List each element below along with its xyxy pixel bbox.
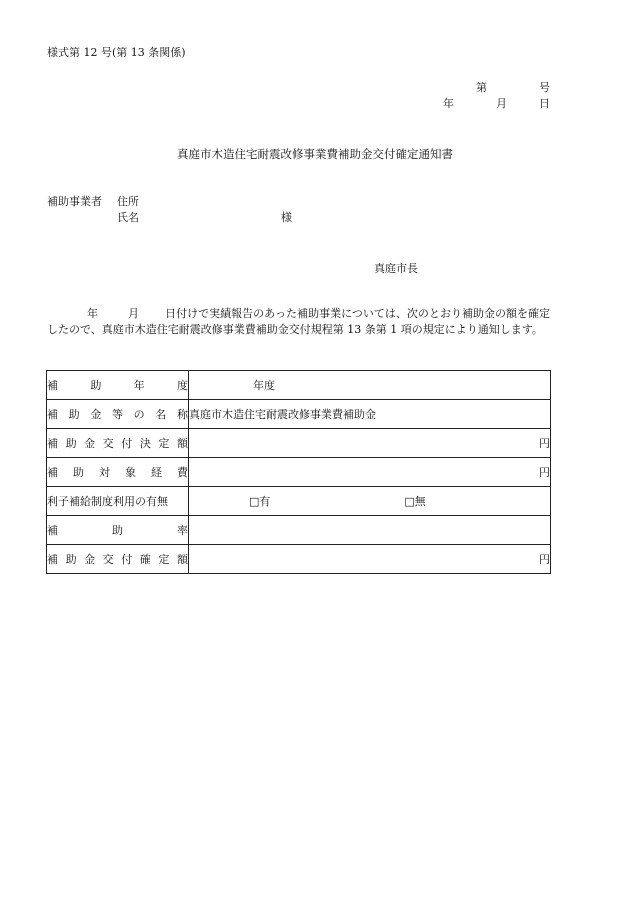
label-char: 決 <box>139 437 151 450</box>
date-year: 年 <box>443 97 454 110</box>
label-char: 付 <box>121 437 133 450</box>
option-no-checkbox[interactable]: □無 <box>404 495 426 508</box>
subsidy-name-value: 真庭市木造住宅耐震改修事業費補助金 <box>189 400 551 429</box>
interest-subsidy-options <box>189 487 551 516</box>
document-title: 真庭市木造住宅耐震改修事業費補助金交付確定通知書 <box>177 147 453 161</box>
label-char: 補 <box>47 466 58 479</box>
label-char: 定 <box>158 437 170 450</box>
row-label-interest-subsidy: 利子補給制度利用の有無 <box>47 487 189 516</box>
body-year: 年 <box>87 307 99 320</box>
table-row <box>47 429 551 458</box>
row-label-fiscal-year <box>47 371 189 400</box>
label-char: 名 <box>155 408 167 421</box>
label-char: 金 <box>84 437 96 450</box>
table-row <box>47 516 551 545</box>
table-row <box>47 371 551 400</box>
label-char: 交 <box>102 437 114 450</box>
row-label-confirmed-amount <box>47 545 189 574</box>
name-label: 氏名 <box>117 211 139 224</box>
body-month: 月 <box>128 307 140 320</box>
label-char: の <box>133 408 145 421</box>
label-char: 付 <box>121 553 133 566</box>
label-char: 度 <box>176 379 188 392</box>
label-char: 金 <box>84 553 96 566</box>
issuer-name: 真庭市長 <box>374 262 418 275</box>
date-day: 日 <box>539 97 550 110</box>
row-label-decided-amount <box>47 429 189 458</box>
label-char: 費 <box>177 466 188 479</box>
date-month: 月 <box>496 97 507 110</box>
doc-number-prefix: 第 <box>476 81 487 94</box>
document-date <box>443 97 550 111</box>
label-char: 定 <box>158 553 170 566</box>
label-char: 助 <box>65 553 77 566</box>
row-label-eligible-cost <box>47 458 189 487</box>
body-paragraph <box>47 306 550 338</box>
label-char: 補 <box>47 408 58 421</box>
label-char: 助 <box>90 379 102 392</box>
label-char: 額 <box>176 437 188 450</box>
fiscal-year-value: 年度 <box>189 371 551 400</box>
label-char: 助 <box>112 524 123 537</box>
doc-number-suffix: 号 <box>539 81 550 94</box>
confirmed-amount-unit: 円 <box>189 545 551 574</box>
table-row <box>47 458 551 487</box>
document-number <box>476 81 550 95</box>
eligible-cost-unit: 円 <box>189 458 551 487</box>
recipient-label: 補助事業者 <box>47 195 102 208</box>
label-char: 補 <box>47 437 58 450</box>
honorific: 様 <box>281 211 292 224</box>
label-char: 助 <box>68 408 80 421</box>
decided-amount-unit: 円 <box>189 429 551 458</box>
label-char: 補 <box>47 524 58 537</box>
label-char: 額 <box>176 553 188 566</box>
form-number: 様式第 12 号(第 13 条関係) <box>47 46 186 59</box>
table-row <box>47 400 551 429</box>
label-char: 金 <box>90 408 102 421</box>
label-char: 対 <box>99 466 110 479</box>
label-char: 助 <box>65 437 77 450</box>
label-char: 確 <box>139 553 151 566</box>
label-char: 年 <box>133 379 145 392</box>
label-char: 補 <box>47 553 58 566</box>
address-label: 住所 <box>117 195 139 208</box>
label-char: 称 <box>176 408 188 421</box>
label-char: 交 <box>102 553 114 566</box>
option-yes-checkbox[interactable]: □有 <box>249 495 271 508</box>
row-label-subsidy-rate <box>47 516 189 545</box>
detail-table <box>46 370 551 574</box>
label-char: 率 <box>177 524 188 537</box>
label-char: 助 <box>73 466 84 479</box>
row-label-subsidy-name <box>47 400 189 429</box>
label-char: 経 <box>151 466 162 479</box>
label-char: 象 <box>125 466 136 479</box>
table-row <box>47 487 551 516</box>
label-char: 等 <box>111 408 123 421</box>
body-text: 日付けで実績報告のあった補助事業については、次のとおり補助金の額を確定したので、真庭市木造住宅耐震改修事業費補助金交付規程第 13 条第 1 項の規定により通知します。 <box>47 307 551 336</box>
subsidy-rate-value <box>189 516 551 545</box>
table-row <box>47 545 551 574</box>
label-char: 補 <box>47 379 58 392</box>
